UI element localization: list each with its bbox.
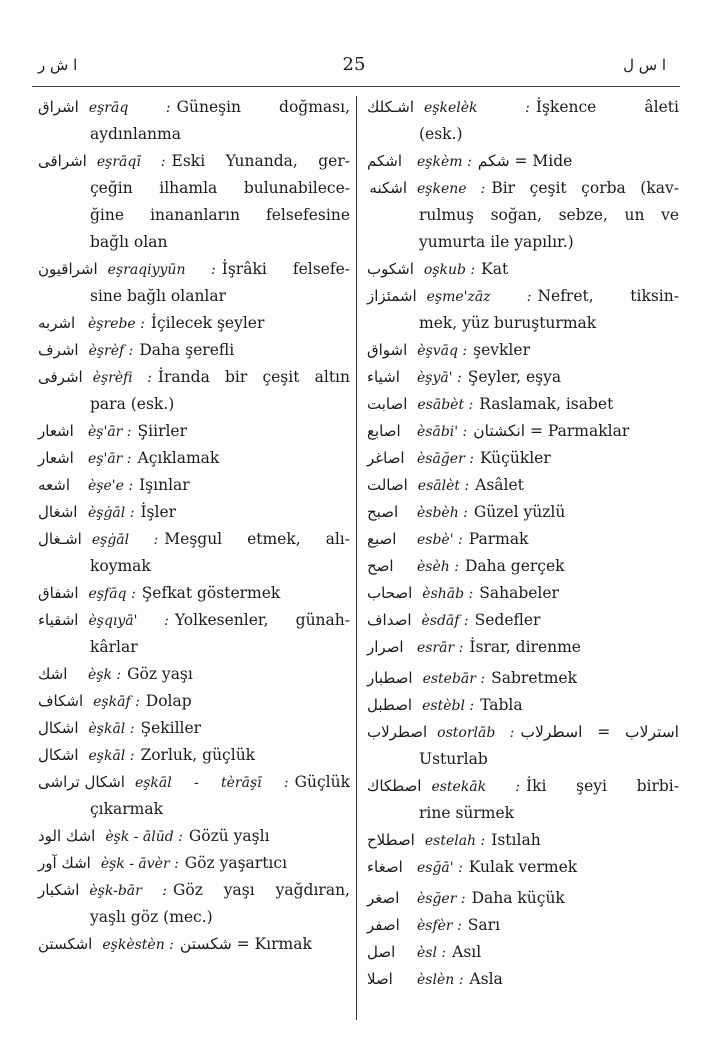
definition-text: İki şeyi birbi- [526, 777, 679, 795]
transliteration: èsbèh : [417, 505, 468, 521]
entry-headline [367, 283, 679, 310]
entry-headline [367, 854, 679, 881]
transliteration: estebār : [422, 671, 486, 687]
transliteration: èşġāl : [88, 505, 135, 521]
definition-text: Kat [481, 260, 509, 278]
arabic-headword: اشراقى [38, 152, 87, 170]
entry-headline [38, 823, 350, 850]
entry-headline [367, 773, 679, 800]
definition-text: Tabla [480, 696, 523, 714]
definition-text: çıkarmak [90, 800, 164, 818]
transliteration: èşrèf : [88, 343, 134, 359]
entry-headline [38, 580, 350, 607]
definition-text: Parmak [468, 530, 529, 548]
transliteration: esābèt : [417, 397, 474, 413]
transliteration: estelah : [424, 833, 486, 849]
dictionary-entry [367, 472, 679, 499]
dictionary-entry [38, 418, 350, 445]
dictionary-entry [38, 526, 350, 580]
arabic-headword: اشرف [38, 341, 79, 359]
definition-text: Asıl [452, 943, 482, 961]
definition-text: استرلاب = اسطرلاب [520, 723, 679, 741]
dictionary-entry [38, 823, 350, 850]
definition-text: Küçükler [479, 449, 551, 467]
entry-headline [38, 364, 350, 391]
arabic-headword: اصغاء [367, 858, 403, 876]
definition-text: انكشتان = Parmaklar [473, 422, 630, 440]
dictionary-entry [367, 364, 679, 391]
dictionary-entry [38, 850, 350, 877]
entry-headline [38, 850, 350, 877]
entry-continuation [38, 553, 350, 580]
definition-text: Sabretmek [491, 669, 577, 687]
definition-text: rulmuş soğan, sebze, un ve [419, 206, 679, 224]
entry-continuation [367, 800, 679, 827]
arabic-headword: اشـغال [38, 530, 82, 548]
definition-text: şevkler [473, 341, 530, 359]
entry-headline [38, 337, 350, 364]
dictionary-entry [38, 607, 350, 661]
arabic-headword: اشكال [38, 746, 79, 764]
arabic-headword: اشكبار [38, 881, 80, 899]
entry-headline [38, 499, 350, 526]
transliteration: èşk - ālūd : [105, 829, 183, 845]
dictionary-entry [367, 94, 679, 148]
definition-text: Gözü yaşlı [188, 827, 270, 845]
definition-text: para (esk.) [90, 395, 175, 413]
transliteration: èsāğer : [417, 451, 474, 467]
definition-text: çeğin ilhamla bulunabilece- [90, 179, 350, 197]
transliteration: èşk-bār : [89, 883, 167, 899]
dictionary-entry [38, 445, 350, 472]
definition-text: Istılah [491, 831, 541, 849]
transliteration: èşrèfi : [92, 370, 152, 386]
entry-headline [38, 931, 350, 958]
dictionary-entry [367, 912, 679, 939]
transliteration: èsğer : [417, 891, 466, 907]
entry-headline [367, 472, 679, 499]
definition-text: Nefret, tiksin- [537, 287, 679, 305]
definition-text: Usturlab [419, 750, 488, 768]
arabic-headword: اشكال [38, 719, 79, 737]
dictionary-entry [38, 877, 350, 931]
dictionary-entry [367, 175, 679, 256]
definition-text: Zorluk, güçlük [140, 746, 256, 764]
definition-text: Bir çeşit çorba (kav- [491, 179, 679, 197]
header-rule [32, 86, 680, 87]
entry-headline [367, 256, 679, 283]
dictionary-entry [367, 773, 679, 827]
entry-continuation [367, 746, 679, 773]
entry-headline [367, 939, 679, 966]
entry-headline [38, 769, 350, 796]
entry-headline [38, 310, 350, 337]
dictionary-entry [367, 885, 679, 912]
header-letters-right: ا س ل [623, 56, 666, 74]
transliteration: eşkèm : [417, 154, 472, 170]
transliteration: èsfèr : [417, 918, 462, 934]
transliteration: eş'ār : [88, 451, 132, 467]
entry-headline [367, 499, 679, 526]
dictionary-entry [367, 526, 679, 553]
definition-text: Daha gerçek [464, 557, 565, 575]
arabic-headword: اصطبل [367, 696, 413, 714]
page-header [0, 48, 708, 84]
dictionary-entry [38, 94, 350, 148]
dictionary-entry [367, 827, 679, 854]
arabic-headword: اشكنه [369, 179, 407, 197]
definition-text: Meşgul etmek, alı- [164, 530, 350, 548]
dictionary-entry [367, 966, 679, 993]
transliteration: èsābi' : [417, 424, 468, 440]
definition-text: yumurta ile yapılır.) [419, 233, 574, 251]
arabic-headword: اصالت [367, 476, 408, 494]
arabic-headword: اشكوب [367, 260, 414, 278]
entry-headline [367, 526, 679, 553]
definition-text: koymak [90, 557, 151, 575]
transliteration: èshāb : [422, 586, 474, 602]
column-divider [356, 96, 357, 1020]
definition-text: İçilecek şeyler [150, 314, 265, 332]
arabic-headword: اشك [38, 665, 68, 683]
entry-continuation [38, 229, 350, 256]
entry-continuation [38, 391, 350, 418]
transliteration: eşraqiyyūn : [107, 262, 216, 278]
definition-text: Güneşin doğması, [176, 98, 351, 116]
dictionary-entry [367, 665, 679, 692]
transliteration: eşkene : [417, 181, 486, 197]
arabic-headword: اشفاق [38, 584, 79, 602]
definition-text: ğine inananların felsefesine [90, 206, 350, 224]
transliteration: esrār : [417, 640, 464, 656]
definition-text: Şekiller [140, 719, 202, 737]
transliteration: èşyā' : [417, 370, 462, 386]
arabic-headword: اشـكلك [367, 98, 415, 116]
entry-headline [367, 94, 679, 121]
entry-headline [38, 742, 350, 769]
entry-headline [38, 418, 350, 445]
entry-headline [38, 472, 350, 499]
dictionary-entry [38, 256, 350, 310]
entry-headline [367, 885, 679, 912]
transliteration: èsl : [417, 945, 447, 961]
entry-headline [367, 580, 679, 607]
entry-continuation [38, 121, 350, 148]
definition-text: شكستن = Kırmak [179, 935, 312, 953]
arabic-headword: اشواق [367, 341, 408, 359]
arabic-headword: اشك الود [38, 827, 96, 845]
dictionary-entry [38, 931, 350, 958]
dictionary-entry [367, 418, 679, 445]
arabic-headword: اشمئزاز [367, 287, 417, 305]
transliteration: estèbl : [422, 698, 475, 714]
definition-text: Işınlar [139, 476, 190, 494]
dictionary-entry [38, 337, 350, 364]
definition-text: Kulak vermek [468, 858, 578, 876]
entry-continuation [38, 904, 350, 931]
arabic-headword: اصغر [367, 889, 400, 907]
arabic-headword: اشكستن [38, 935, 93, 953]
transliteration: esğā' : [417, 860, 463, 876]
definition-text: Şefkat göstermek [141, 584, 281, 602]
entry-continuation [367, 310, 679, 337]
transliteration: eşkelèk : [424, 100, 530, 116]
arabic-headword: اصاغر [367, 449, 405, 467]
definition-text: sine bağlı olanlar [90, 287, 227, 305]
entry-headline [38, 256, 350, 283]
entry-headline [367, 665, 679, 692]
entry-headline [38, 661, 350, 688]
definition-text: Dolap [145, 692, 192, 710]
arabic-headword: اشرفى [38, 368, 83, 386]
header-letters-left: ا ش ر [38, 56, 78, 74]
dictionary-entry [38, 310, 350, 337]
transliteration: èşqıyā' : [88, 613, 169, 629]
definition-text: Asla [469, 970, 503, 988]
definition-text: İranda bir çeşit altın [157, 368, 350, 386]
entry-headline [367, 607, 679, 634]
dictionary-entry [38, 688, 350, 715]
arabic-headword: اشقياء [38, 611, 79, 629]
dictionary-entry [367, 607, 679, 634]
entry-continuation [38, 283, 350, 310]
dictionary-entry [367, 580, 679, 607]
definition-text: yaşlı göz (mec.) [90, 908, 213, 926]
arabic-headword: اشكال تراشى [38, 773, 125, 791]
definition-text: İşler [140, 503, 177, 521]
definition-text: شكم = Mide [477, 152, 573, 170]
definition-text: Yolkesenler, günah- [174, 611, 350, 629]
definition-text: Güzel yüzlü [473, 503, 566, 521]
entry-headline [367, 827, 679, 854]
entry-headline [38, 148, 350, 175]
entry-headline [367, 445, 679, 472]
page-number: 25 [342, 54, 366, 75]
arabic-headword: اشياء [367, 368, 400, 386]
entry-continuation [367, 121, 679, 148]
arabic-headword: اصطلاح [367, 831, 415, 849]
dictionary-entry [367, 283, 679, 337]
dictionary-entry [367, 391, 679, 418]
transliteration: èslèn : [417, 972, 464, 988]
entry-headline [367, 148, 679, 175]
entry-headline [367, 634, 679, 661]
arabic-headword: اشك آور [38, 854, 91, 872]
entry-headline [38, 94, 350, 121]
definition-text: İşkence âleti [535, 98, 679, 116]
transliteration: eşrāq : [88, 100, 171, 116]
arabic-headword: اصطبار [367, 669, 413, 687]
definition-text: Asâlet [475, 476, 524, 494]
transliteration: estekāk : [431, 779, 521, 795]
entry-headline [38, 445, 350, 472]
dictionary-entry [38, 715, 350, 742]
entry-headline [38, 877, 350, 904]
entry-continuation [367, 229, 679, 256]
dictionary-entry [367, 692, 679, 719]
entry-headline [38, 607, 350, 634]
transliteration: ostorlāb : [437, 725, 515, 741]
entry-headline [367, 337, 679, 364]
entry-headline [38, 688, 350, 715]
entry-continuation [38, 634, 350, 661]
arabic-headword: اصطكاك [367, 777, 422, 795]
entry-headline [38, 526, 350, 553]
transliteration: oşkub : [423, 262, 476, 278]
dictionary-entry [367, 256, 679, 283]
transliteration: eşkāl : [88, 748, 135, 764]
entry-headline [367, 364, 679, 391]
definition-text: Eski Yunanda, ger- [171, 152, 350, 170]
arabic-headword: اصابع [367, 422, 401, 440]
arabic-headword: اشعه [38, 476, 71, 494]
entry-headline [367, 912, 679, 939]
dictionary-entry [38, 742, 350, 769]
definition-text: Sarı [467, 916, 501, 934]
transliteration: èşk - āvèr : [100, 856, 179, 872]
dictionary-entry [367, 445, 679, 472]
arabic-headword: اشعار [38, 422, 74, 440]
entry-headline [367, 553, 679, 580]
entry-continuation [38, 202, 350, 229]
transliteration: esbè' : [417, 532, 463, 548]
arabic-headword: اشربه [38, 314, 76, 332]
dictionary-entry [367, 719, 679, 773]
definition-text: İşrâki felsefe- [221, 260, 350, 278]
entry-headline [367, 391, 679, 418]
entry-headline [38, 715, 350, 742]
transliteration: èşrebe : [88, 316, 145, 332]
dictionary-entry [38, 364, 350, 418]
dictionary-entry [367, 148, 679, 175]
dictionary-entry [367, 553, 679, 580]
dictionary-entry [38, 661, 350, 688]
arabic-headword: اصبح [367, 503, 399, 521]
transliteration: èş'ār : [88, 424, 132, 440]
definition-text: Daha küçük [471, 889, 565, 907]
transliteration: èşkāl : [88, 721, 135, 737]
entry-headline [367, 966, 679, 993]
dictionary-entry [367, 634, 679, 661]
transliteration: èsdāf : [421, 613, 469, 629]
definition-text: İsrar, direnme [469, 638, 581, 656]
transliteration: eşkāl - tèrāşī : [134, 775, 289, 791]
entry-continuation [38, 796, 350, 823]
transliteration: eşfāq : [88, 586, 136, 602]
definition-text: (esk.) [419, 125, 463, 143]
transliteration: eşrāqī : [96, 154, 166, 170]
transliteration: èşe'e : [88, 478, 134, 494]
transliteration: èsèh : [417, 559, 459, 575]
definition-text: Göz yaşartıcı [184, 854, 288, 872]
entry-headline [367, 692, 679, 719]
definition-text: Güçlük [294, 773, 350, 791]
transliteration: esālèt : [417, 478, 470, 494]
arabic-headword: اشكاف [38, 692, 84, 710]
arabic-headword: اصداف [367, 611, 412, 629]
definition-text: aydınlanma [90, 125, 181, 143]
arabic-headword: اصلا [367, 970, 393, 988]
definition-text: Şiirler [137, 422, 188, 440]
arabic-headword: اصرار [367, 638, 404, 656]
entry-continuation [367, 202, 679, 229]
definition-text: rine sürmek [419, 804, 515, 822]
definition-text: Açıklamak [137, 449, 220, 467]
arabic-headword: اشغال [38, 503, 78, 521]
definition-text: bağlı olan [90, 233, 168, 251]
arabic-headword: اصبع [367, 530, 397, 548]
transliteration: eşkāf : [93, 694, 140, 710]
transliteration: èşvāq : [417, 343, 468, 359]
definition-text: kârlar [90, 638, 138, 656]
dictionary-entry [38, 472, 350, 499]
arabic-headword: اشراق [38, 98, 79, 116]
entry-headline [367, 175, 679, 202]
transliteration: eşġāl : [91, 532, 159, 548]
dictionary-entry [38, 499, 350, 526]
arabic-headword: اصحاب [367, 584, 413, 602]
entry-headline [367, 719, 679, 746]
transliteration: èşk : [88, 667, 122, 683]
dictionary-entry [38, 148, 350, 256]
arabic-headword: اصح [367, 557, 394, 575]
arabic-headword: اصل [367, 943, 396, 961]
dictionary-entry [367, 499, 679, 526]
definition-text: Raslamak, isabet [479, 395, 614, 413]
definition-text: Göz yaşı [127, 665, 193, 683]
entry-continuation [38, 175, 350, 202]
definition-text: mek, yüz buruşturmak [419, 314, 597, 332]
arabic-headword: اصابت [367, 395, 408, 413]
arabic-headword: اشراقيون [38, 260, 98, 278]
dictionary-entry [367, 854, 679, 881]
dictionary-entry [38, 580, 350, 607]
arabic-headword: اصطرلاب [367, 723, 428, 741]
definition-text: Sahabeler [479, 584, 559, 602]
arabic-headword: اشكم [367, 152, 403, 170]
arabic-headword: اصفر [367, 916, 400, 934]
definition-text: Sedefler [474, 611, 541, 629]
dictionary-entry [38, 769, 350, 823]
transliteration: eşkèstèn : [102, 937, 174, 953]
dictionary-entry [367, 337, 679, 364]
transliteration: eşme'zāz : [426, 289, 532, 305]
dictionary-entry [367, 939, 679, 966]
arabic-headword: اشعار [38, 449, 74, 467]
entry-headline [367, 418, 679, 445]
definition-text: Daha şerefli [139, 341, 235, 359]
definition-text: Göz yaşı yağdıran, [172, 881, 350, 899]
definition-text: Şeyler, eşya [467, 368, 562, 386]
